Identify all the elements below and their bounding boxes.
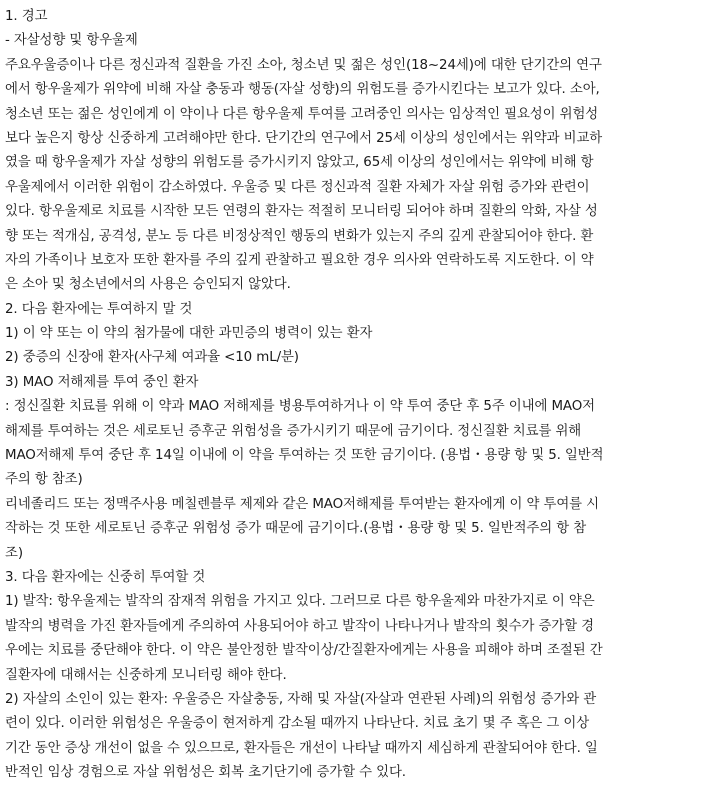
section-heading-precautions: 3. 다음 환자에는 신중히 투여할 것: [5, 569, 206, 585]
paragraph-line: 주요우울증이나 다른 정신과적 질환을 가진 소아, 청소년 및 젊은 성인(18~24세)에 대한 단기간의 연구: [5, 57, 602, 73]
subheading-suicidality: - 자살성향 및 항우울제: [5, 33, 138, 49]
paragraph-line: 였을 때 항우울제가 자살 성향의 위험도를 증가시키지 않았고, 65세 이상의 성인에서는 위약에 비해 항: [5, 155, 594, 171]
paragraph-line: 향 또는 적개심, 공격성, 분노 등 다른 비정상적인 행동의 변화가 있는지 주의 깊게 관찰되어야 한다. 환: [5, 228, 594, 244]
paragraph-line: 은 소아 및 청소년에서의 사용은 승인되지 않았다.: [5, 277, 291, 293]
section-heading-warning: 1. 경고: [5, 9, 48, 24]
paragraph-line: 발작의 병력을 가진 환자들에게 주의하여 사용되어야 하고 발작이 나타나거나 발작의 횟수가 증가할 경: [5, 618, 594, 634]
paragraph-line: 우에는 치료를 중단해야 한다. 이 약은 불안정한 발작이상/간질환자에게는 사용을 피해야 하며 조절된 간: [5, 643, 603, 659]
paragraph-line: 리네졸리드 또는 정맥주사용 메칠렌블루 제제와 같은 MAO저해제를 투여받는 환자에게 이 약 투여를 시: [5, 496, 600, 512]
list-item: 3) MAO 저해제를 투여 중인 환자: [5, 374, 199, 390]
paragraph-line: 련이 있다. 이러한 위험성은 우울증이 현저하게 감소될 때까지 나타난다. 치료 초기 몇 주 혹은 그 이상: [5, 716, 590, 732]
paragraph-line: 반적인 임상 경험으로 자살 위험성은 회복 초기단기에 증가할 수 있다.: [5, 765, 406, 781]
list-item: 2) 자살의 소인이 있는 환자: 우울증은 자살충동, 자해 및 자살(자살과 연관된 사례)의 위험성 증가와 관: [5, 691, 597, 707]
paragraph-line: 청소년 또는 젊은 성인에게 이 약이나 다른 항우울제 투여를 고려중인 의사는 임상적인 필요성이 위험성: [5, 106, 599, 122]
paragraph-line: 주의 항 참조): [5, 472, 83, 488]
list-item: 1) 이 약 또는 이 약의 첨가물에 대한 과민증의 병력이 있는 환자: [5, 326, 373, 342]
paragraph-line: 작하는 것 또한 세로토닌 증후군 위험성 증가 때문에 금기이다.(용법・용량 항 및 5. 일반적주의 항 참: [5, 521, 587, 537]
paragraph-line: 보다 높은지 항상 신중하게 고려해야만 한다. 단기간의 연구에서 25세 이상의 성인에서는 위약과 비교하: [5, 130, 603, 146]
document-body: [5, 5, 703, 786]
paragraph-line: MAO저해제 투여 중단 후 14일 이내에 이 약을 투여하는 것 또한 금기이다. (용법・용량 항 및 5. 일반적: [5, 448, 604, 464]
paragraph-line: 질환자에 대해서는 신중하게 모니터링 해야 한다.: [5, 667, 287, 683]
paragraph-line: 조): [5, 545, 23, 561]
list-item: 1) 발작: 항우울제는 발작의 잠재적 위험을 가지고 있다. 그러므로 다른 항우울제와 마찬가지로 이 약은: [5, 594, 595, 610]
list-item: 2) 중증의 신장애 환자(사구체 여과율 <10 mL/분): [5, 350, 299, 366]
paragraph-line: 있다. 항우울제로 치료를 시작한 모든 연령의 환자는 적절히 모니터링 되어야 하며 질환의 악화, 자살 성: [5, 204, 598, 220]
paragraph-line: 자의 가족이나 보호자 또한 환자를 주의 깊게 관찰하고 필요한 경우 의사와 연락하도록 지도한다. 이 약: [5, 252, 594, 268]
paragraph-line: 에서 항우울제가 위약에 비해 자살 충동과 행동(자살 성향)의 위험도를 증가시킨다는 보고가 있다. 소아,: [5, 82, 600, 98]
paragraph-line: 우울제에서 이러한 위험이 감소하였다. 우울증 및 다른 정신과적 질환 자체가 자살 위험 증가와 관련이: [5, 179, 590, 195]
section-heading-contraindications: 2. 다음 환자에는 투여하지 말 것: [5, 301, 193, 317]
paragraph-line: 기간 동안 증상 개선이 없을 수 있으므로, 환자들은 개선이 나타날 때까지 세심하게 관찰되어야 한다. 일: [5, 740, 598, 756]
paragraph-line: 해제를 투여하는 것은 세로토닌 증후군 위험성을 증가시키기 때문에 금기이다. 정신질환 치료를 위해: [5, 423, 582, 439]
paragraph-line: : 정신질환 치료를 위해 이 약과 MAO 저해제를 병용투여하거나 이 약 투여 중단 후 5주 이내에 MAO저: [5, 399, 596, 415]
